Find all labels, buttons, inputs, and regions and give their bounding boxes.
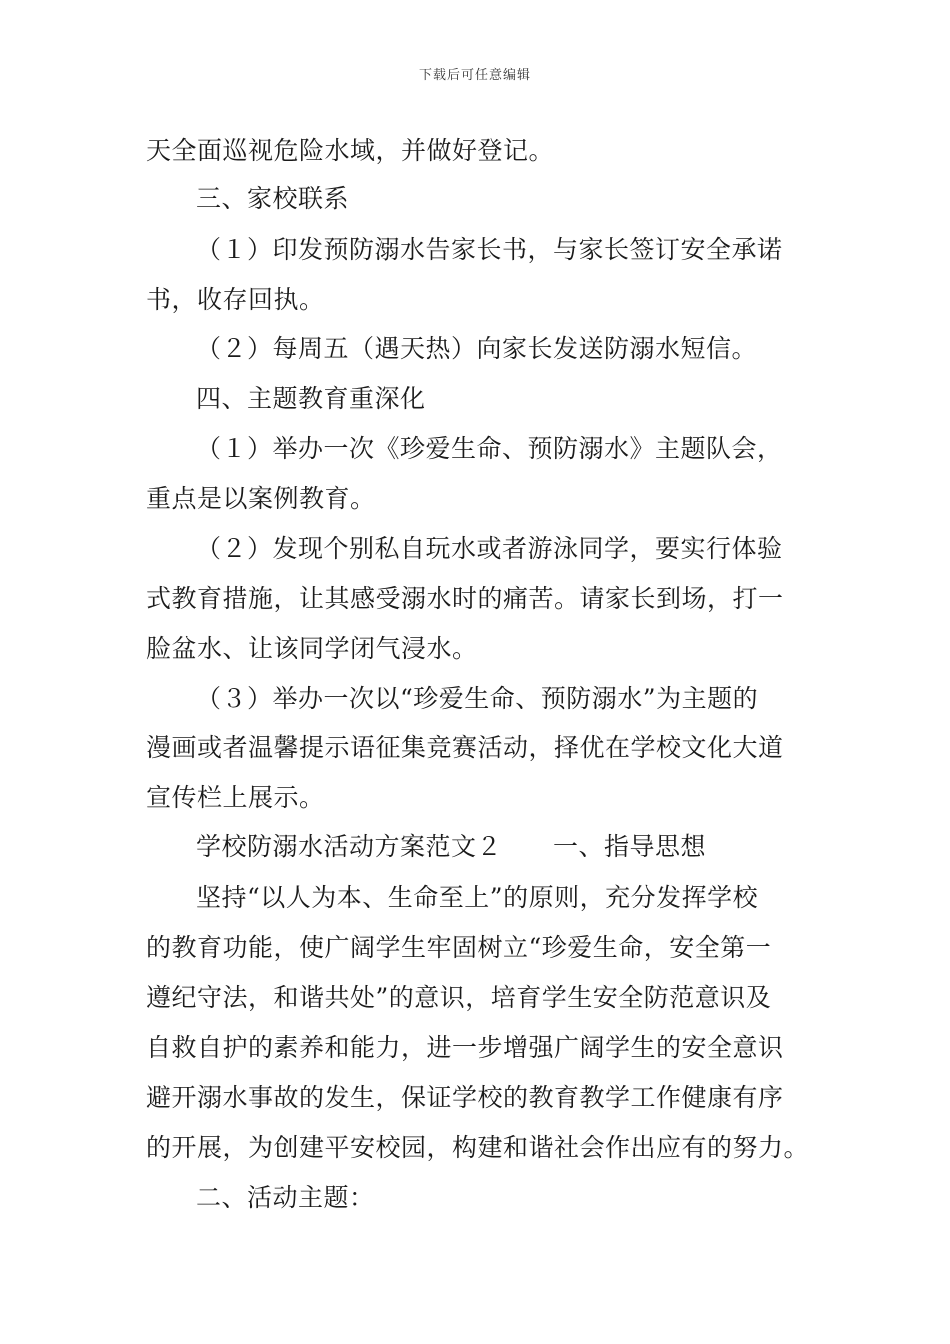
text-line: 漫画或者温馨提示语征集竞赛活动，择优在学校文化大道 xyxy=(146,733,784,762)
text-line: （１）印发预防溺水告家长书，与家长签订安全承诺 xyxy=(196,235,783,264)
text-line: 的开展，为创建平安校园，构建和谐社会作出应有的努力。 xyxy=(146,1133,810,1162)
text-line: （２）每周五（遇天热）向家长发送防溺水短信。 xyxy=(196,334,758,363)
text-line: （１）举办一次《珍爱生命、预防溺水》主题队会， xyxy=(196,434,783,463)
text-line: 自救自护的素养和能力，进一步增强广阔学生的安全意识 xyxy=(146,1033,784,1062)
section-heading: 三、家校联系 xyxy=(196,184,350,213)
section-heading: 学校防溺水活动方案范文２ 一、指导思想 xyxy=(196,832,707,861)
text-line: （３）举办一次以“珍爱生命、预防溺水”为主题的 xyxy=(196,684,759,713)
text-line: 遵纪守法，和谐共处”的意识，培育学生安全防范意识及 xyxy=(146,983,772,1012)
page-header: 下载后可任意编辑 xyxy=(418,68,531,83)
text-line: （２）发现个别私自玩水或者游泳同学，要实行体验 xyxy=(196,534,783,563)
section-heading: 二、活动主题： xyxy=(196,1183,375,1212)
text-line: 脸盆水、让该同学闭气浸水。 xyxy=(146,634,478,663)
text-line: 避开溺水事故的发生，保证学校的教育教学工作健康有序 xyxy=(146,1083,784,1112)
text-line: 的教育功能，使广阔学生牢固树立“珍爱生命，安全第一 xyxy=(146,933,772,962)
text-line: 式教育措施，让其感受溺水时的痛苦。请家长到场，打一 xyxy=(146,584,784,613)
section-heading: 四、主题教育重深化 xyxy=(196,384,426,413)
text-line: 天全面巡视危险水域，并做好登记。 xyxy=(146,136,555,165)
text-line: 坚持“以人为本、生命至上”的原则，充分发挥学校 xyxy=(196,883,759,912)
text-line: 重点是以案例教育。 xyxy=(146,484,376,513)
text-line: 书，收存回执。 xyxy=(146,285,325,314)
text-line: 宣传栏上展示。 xyxy=(146,783,325,812)
